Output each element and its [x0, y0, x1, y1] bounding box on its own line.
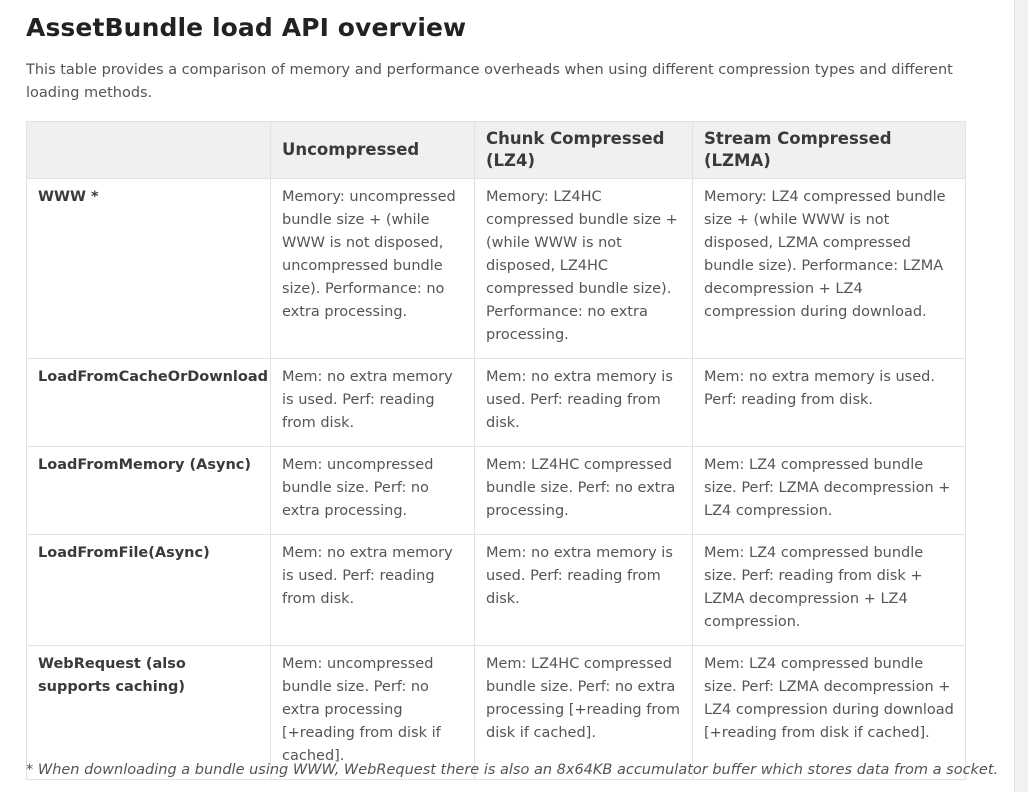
cell-lz4: Mem: LZ4HC compressed bundle size. Perf: no extra processing [+reading from disk if cached]. — [475, 646, 693, 780]
cell-lzma: Mem: LZ4 compressed bundle size. Perf: reading from disk + LZMA decompression + LZ4 compression. — [693, 535, 966, 646]
cell-lzma: Mem: LZ4 compressed bundle size. Perf: LZMA decompression + LZ4 compression. — [693, 447, 966, 535]
row-method: WebRequest (also supports caching) — [27, 646, 271, 780]
intro-paragraph: This table provides a comparison of memory and performance overheads when using different compression types and different loading methods. — [26, 62, 953, 101]
scrollbar[interactable] — [1014, 0, 1028, 792]
cell-uncompressed: Mem: uncompressed bundle size. Perf: no extra processing [+reading from disk if cached]. — [271, 646, 475, 780]
row-method: LoadFromMemory (Async) — [27, 447, 271, 535]
page-title: AssetBundle load API overview — [26, 13, 467, 42]
cell-lzma: Memory: LZ4 compressed bundle size + (while WWW is not disposed, LZMA compressed bundle size). Performance: LZMA decompression + LZ4 compression during download. — [693, 179, 966, 359]
cell-lz4: Mem: no extra memory is used. Perf: reading from disk. — [475, 535, 693, 646]
table-row — [27, 179, 966, 359]
cell-lz4: Memory: LZ4HC compressed bundle size + (while WWW is not disposed, LZ4HC compressed bundle size). Performance: no extra processing. — [475, 179, 693, 359]
cell-lzma: Mem: LZ4 compressed bundle size. Perf: LZMA decompression + LZ4 compression during download [+reading from disk if cached]. — [693, 646, 966, 780]
cell-lz4: Mem: no extra memory is used. Perf: reading from disk. — [475, 359, 693, 447]
footnote: * When downloading a bundle using WWW, WebRequest there is also an 8x64KB accumulator buffer which stores data from a socket. — [26, 762, 999, 778]
table-row — [27, 359, 966, 447]
header-uncompressed: Uncompressed — [271, 122, 475, 179]
cell-lz4: Mem: LZ4HC compressed bundle size. Perf: no extra processing. — [475, 447, 693, 535]
cell-uncompressed: Mem: uncompressed bundle size. Perf: no extra processing. — [271, 447, 475, 535]
comparison-table — [26, 121, 966, 780]
table-row — [27, 646, 966, 780]
cell-lzma: Mem: no extra memory is used. Perf: reading from disk. — [693, 359, 966, 447]
table-header-row — [27, 122, 966, 179]
header-stream-compressed: Stream Compressed (LZMA) — [693, 122, 966, 179]
header-method — [27, 122, 271, 179]
header-chunk-compressed: Chunk Compressed (LZ4) — [475, 122, 693, 179]
cell-uncompressed: Mem: no extra memory is used. Perf: reading from disk. — [271, 359, 475, 447]
row-method: LoadFromFile(Async) — [27, 535, 271, 646]
table-row — [27, 447, 966, 535]
cell-uncompressed: Mem: no extra memory is used. Perf: reading from disk. — [271, 535, 475, 646]
row-method: LoadFromCacheOrDownload — [27, 359, 271, 447]
cell-uncompressed: Memory: uncompressed bundle size + (while WWW is not disposed, uncompressed bundle size). Performance: no extra processing. — [271, 179, 475, 359]
row-method: WWW * — [27, 179, 271, 359]
table-row — [27, 535, 966, 646]
